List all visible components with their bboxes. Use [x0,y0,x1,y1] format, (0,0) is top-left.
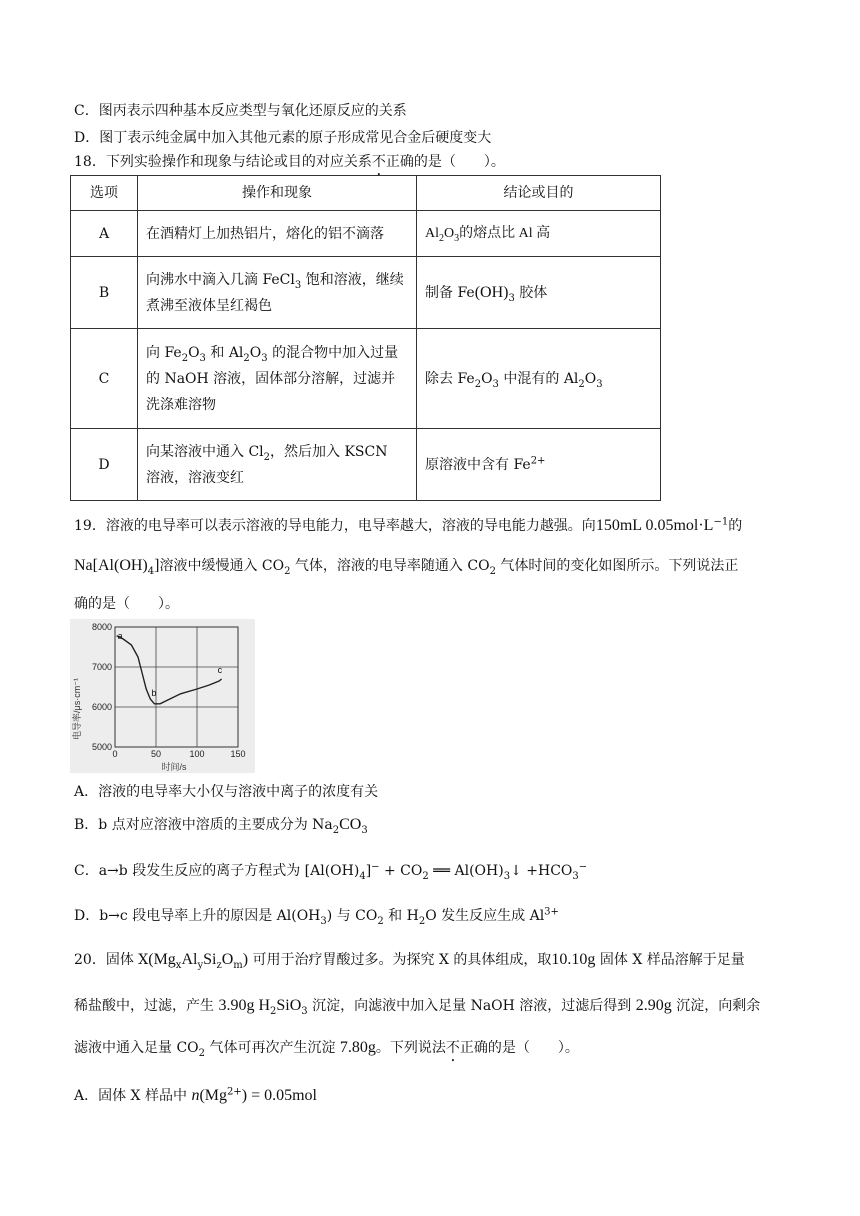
row-conclusion: 制备 $Fe(OH)_3$ 胶体 [417,257,661,329]
q20-stem-line1: 20．固体 $X(Mg_xAl_ySi_zO_m)$ 可用于治疗胃酸过多。为探究 X 的具体组成，取10.10g 固体 X 样品溶解于足量 [74,951,745,971]
q20-option-a: A．固体 X 样品中 $n(Mg^{2+}) = 0.05mol$ [74,1086,317,1104]
row-operation: 在酒精灯上加热铝片，熔化的铝不滴落 [138,211,417,257]
row-option-label: C [71,329,138,429]
q19-stem-line1: 19．溶液的电导率可以表示溶液的导电能力，电导率越大，溶液的导电能力越强。向150mL $0.05mol\cdot L^{-1}$的 [74,516,743,534]
emphasis-not: 不 [445,1040,460,1056]
table-row [71,211,661,257]
point-label-a: a [117,630,123,641]
chart-svg [70,619,255,773]
y-tick-label: 8000 [91,622,112,632]
row-conclusion: 原溶液中含有 $Fe^{2+}$ [417,429,661,501]
table-row [71,257,661,329]
row-conclusion: 除去 $Fe_2O_3$ 中混有的 $Al_2O_3$ [417,329,661,429]
x-tick-label: 50 [150,749,162,759]
table-row [71,429,661,501]
row-operation: 向某溶液中通入 $Cl_2$，然后加入 KSCN 溶液，溶液变红 [138,429,417,501]
table-header-row [71,176,661,211]
table-row [71,329,661,429]
y-axis-label: 电导率/μs·cm⁻¹ [72,678,82,740]
x-tick-label: 0 [112,749,118,759]
header-option: 选项 [71,176,138,211]
point-label-b: b [151,687,157,698]
q19-stem-line3: 确的是（ ）。 [74,596,179,612]
q19-option-a: A．溶液的电导率大小仅与溶液中离子的浓度有关 [74,784,379,800]
row-option-label: A [71,211,138,257]
q17-option-c: C．图丙表示四种基本反应类型与氧化还原反应的关系 [74,103,407,119]
q19-stem-line2: $Na[Al(OH)_4]$溶液中缓慢通入 $CO_2$ 气体，溶液的电导率随通入 $CO_2$ 气体时间的变化如图所示。下列说法正 [74,557,739,577]
y-tick-label: 5000 [91,742,112,752]
q20-stem-line3: 滤液中通入足量 $CO_2$ 气体可再次产生沉淀 7.80g。下列说法不正确的是（ ）。 [74,1039,579,1059]
row-conclusion: $Al_2O_3$的熔点比 Al 高 [417,211,661,257]
y-tick-label: 6000 [91,702,112,712]
header-operation: 操作和现象 [138,176,417,211]
q20-stem-line2: 稀盐酸中，过滤，产生 3.90g $H_2SiO_3$ 沉淀，向滤液中加入足量 NaOH 溶液，过滤后得到 2.90g 沉淀，向剩余 [74,997,761,1017]
x-axis-label: 时间/s [161,762,187,772]
q18-table [70,175,661,501]
emphasis-not: 不 [371,154,386,170]
x-tick-label: 150 [230,749,246,759]
row-operation: 向 $Fe_2O_3$ 和 $Al_2O_3$ 的混合物中加入过量 的 NaOH 溶液，固体部分溶解，过滤并 洗涤难溶物 [138,329,417,429]
plot-frame [115,627,238,747]
series-line [117,636,222,704]
row-option-label: D [71,429,138,501]
y-tick-label: 7000 [91,662,112,672]
q17-option-d: D．图丁表示纯金属中加入其他元素的原子形成常见合金后硬度变大 [74,130,492,146]
point-label-c: c [217,665,223,675]
q19-option-c: C．a→b 段发生反应的离子方程式为 $[Al(OH)_4]^- + CO_2$ ══ $Al(OH)_3↓ +HCO_3^-$ [74,861,588,882]
q18-stem: 18．下列实验操作和现象与结论或目的对应关系不正确的是（ ）。 [74,154,505,170]
conductivity-chart [70,619,255,773]
q19-option-d: D．b→c 段电导率上升的原因是 $Al(OH_3)$ 与 $CO_2$ 和 $H_2O$ 发生反应生成 $Al^{3+}$ [74,906,559,927]
row-operation: 向沸水中滴入几滴 FeCl$_3$ 饱和溶液，继续 煮沸至液体呈红褐色 [138,257,417,329]
row-option-label: B [71,257,138,329]
header-conclusion: 结论或目的 [417,176,661,211]
q19-option-b: B．b 点对应溶液中溶质的主要成分为 $Na_2CO_3$ [74,816,368,836]
x-tick-label: 100 [189,749,205,759]
